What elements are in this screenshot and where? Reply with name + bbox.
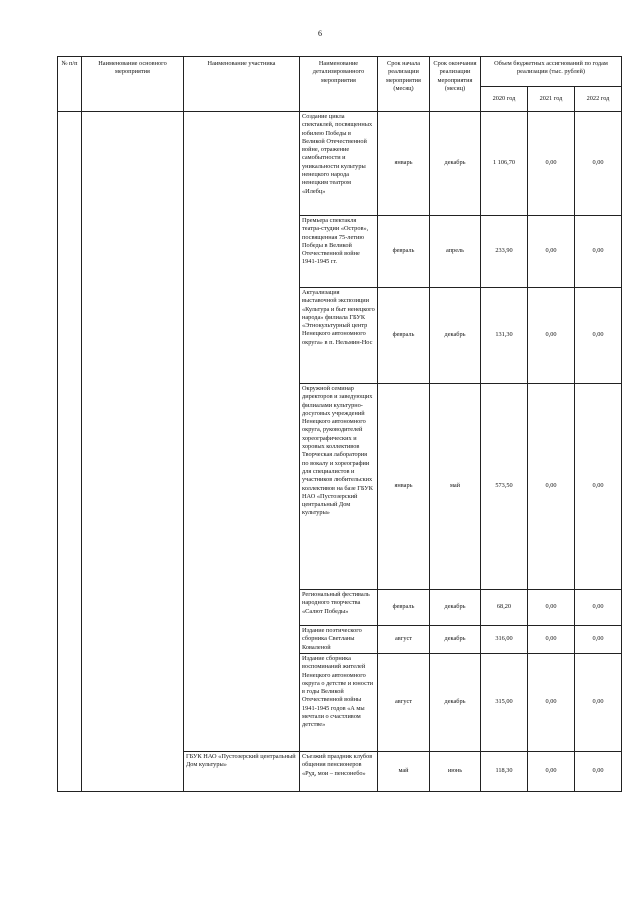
start-cell: февраль bbox=[378, 590, 430, 626]
end-cell: декабрь bbox=[430, 626, 481, 654]
page-number: 6 bbox=[318, 29, 322, 38]
value-2021-cell: 0,00 bbox=[528, 590, 575, 626]
end-cell: июнь bbox=[430, 752, 481, 792]
start-cell: февраль bbox=[378, 288, 430, 384]
event-cell: Съезжий праздник клубов общения пенсионеров «Руд, мои – пенсонебо» bbox=[300, 752, 378, 792]
header-start-month: Срок начала реализации мероприятия (месяц) bbox=[378, 57, 430, 112]
event-cell: Актуализация выставочной экспозиции «Культура и быт ненецкого народа» филиала ГБУК «Этнокультурный центр Ненецкого автономного округа» в п. Нельмин-Нос bbox=[300, 288, 378, 384]
end-cell: декабрь bbox=[430, 590, 481, 626]
value-2022-cell: 0,00 bbox=[575, 654, 622, 752]
start-cell: май bbox=[378, 752, 430, 792]
header-budget: Объем бюджетных ассигнований по годам реализации (тыс. рублей) bbox=[481, 57, 622, 87]
value-2021-cell: 0,00 bbox=[528, 626, 575, 654]
value-2020-cell: 233,90 bbox=[481, 216, 528, 288]
value-2020-cell: 131,30 bbox=[481, 288, 528, 384]
end-cell: декабрь bbox=[430, 288, 481, 384]
event-cell: Издание сборника воспоминаний жителей Ненецкого автономного округа о детстве и юности в годы Великой Отечественной войны 1941-1945 годов «А мы мечтали о счастливом детстве» bbox=[300, 654, 378, 752]
value-2020-cell: 315,00 bbox=[481, 654, 528, 752]
end-cell: декабрь bbox=[430, 112, 481, 216]
main-event-cell bbox=[82, 112, 184, 792]
value-2021-cell: 0,00 bbox=[528, 112, 575, 216]
header-year-2022: 2022 год bbox=[575, 87, 622, 112]
end-cell: апрель bbox=[430, 216, 481, 288]
value-2021-cell: 0,00 bbox=[528, 288, 575, 384]
start-cell: август bbox=[378, 626, 430, 654]
value-2022-cell: 0,00 bbox=[575, 590, 622, 626]
table-row bbox=[58, 112, 622, 216]
participant-cell bbox=[184, 112, 300, 752]
value-2020-cell: 68,20 bbox=[481, 590, 528, 626]
value-2021-cell: 0,00 bbox=[528, 654, 575, 752]
value-2020-cell: 1 106,70 bbox=[481, 112, 528, 216]
value-2021-cell: 0,00 bbox=[528, 752, 575, 792]
value-2020-cell: 118,30 bbox=[481, 752, 528, 792]
value-2021-cell: 0,00 bbox=[528, 216, 575, 288]
header-year-2021: 2021 год bbox=[528, 87, 575, 112]
num-cell bbox=[58, 112, 82, 792]
end-cell: май bbox=[430, 384, 481, 590]
value-2020-cell: 316,00 bbox=[481, 626, 528, 654]
start-cell: август bbox=[378, 654, 430, 752]
end-cell: декабрь bbox=[430, 654, 481, 752]
event-cell: Окружной семинар директоров и заведующих филиалами культурно-досуговых учреждений Ненецкого автономного округа, руководителей хореографических и хоровых коллективов Творческая лаборатория по вокалу и хореографии для специалистов и участников любительских коллективов на базе ГБУК НАО «Пустозерский центральный Дом культуры» bbox=[300, 384, 378, 590]
event-cell: Региональный фестиваль народного творчества «Салют Победы» bbox=[300, 590, 378, 626]
event-cell: Издание поэтического сборника Светланы Коваленой bbox=[300, 626, 378, 654]
start-cell: февраль bbox=[378, 216, 430, 288]
header-participant: Наименование участника bbox=[184, 57, 300, 112]
value-2022-cell: 0,00 bbox=[575, 288, 622, 384]
participant-cell: ГБУК НАО «Пустозерский центральный Дом культуры» bbox=[184, 752, 300, 792]
value-2020-cell: 573,50 bbox=[481, 384, 528, 590]
header-main-event: Наименование основного мероприятия bbox=[82, 57, 184, 112]
header-end-month: Срок окончания реализации мероприятия (месяц) bbox=[430, 57, 481, 112]
budget-table bbox=[57, 56, 622, 792]
value-2021-cell: 0,00 bbox=[528, 384, 575, 590]
event-cell: Создание цикла спектаклей, посвященных юбилею Победы в Великой Отечественной войне, отражение самобытности и уникальности культуры ненецкого народа ненецким театром «Илебц» bbox=[300, 112, 378, 216]
value-2022-cell: 0,00 bbox=[575, 112, 622, 216]
header-num: № п/п bbox=[58, 57, 82, 112]
value-2022-cell: 0,00 bbox=[575, 216, 622, 288]
header-detailed-event: Наименование детализированного мероприятия bbox=[300, 57, 378, 112]
event-cell: Премьера спектакля театра-студии «Остров», посвященная 75-летию Победы в Великой Отечественной войне 1941-1945 гг. bbox=[300, 216, 378, 288]
header-year-2020: 2020 год bbox=[481, 87, 528, 112]
start-cell: январь bbox=[378, 112, 430, 216]
value-2022-cell: 0,00 bbox=[575, 752, 622, 792]
start-cell: январь bbox=[378, 384, 430, 590]
value-2022-cell: 0,00 bbox=[575, 626, 622, 654]
value-2022-cell: 0,00 bbox=[575, 384, 622, 590]
